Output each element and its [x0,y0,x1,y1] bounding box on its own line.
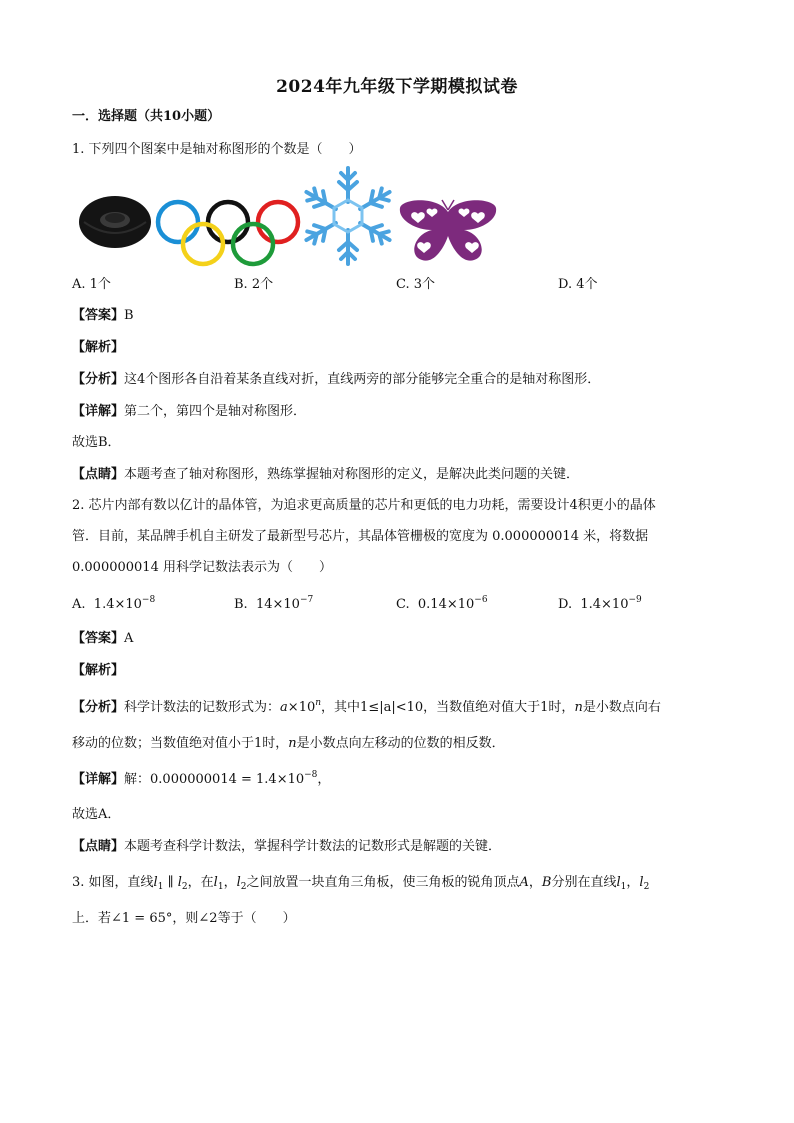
xiangjie-tag: 【详解】 [72,404,125,419]
dianjing-tag: 【点睛】 [72,839,125,854]
answer-tag: 【答案】 [72,631,125,646]
black-ring-icon [76,192,154,252]
q1-choice: 故选B． [72,435,121,450]
fenxi-tag: 【分析】 [72,700,125,715]
q1-option-a: A. 1个 [72,277,111,292]
xiangjie-text: 第二个，第四个是轴对称图形． [124,404,307,419]
q1-dianjing [72,466,579,484]
q1-fenxi [72,371,600,389]
q2-answer [72,630,133,648]
q1-option-b: B. 2个 [234,277,274,292]
answer-tag: 【答案】 [72,308,125,323]
butterfly-icon [398,198,498,264]
answer-value: A [124,631,134,646]
fenxi-tag: 【分析】 [72,372,125,387]
q2-stem-line1: 2. 芯片内部有数以亿计的晶体管，为追求更高质量的芯片和更低的电力功耗，需要设计4积更小的晶体 [72,498,656,513]
q1-analysis-tag: 【解析】 [72,340,125,355]
q2-analysis-tag: 【解析】 [72,663,125,678]
fenxi-text: 这4个图形各自沿着某条直线对折，直线两旁的部分能够完全重合的是轴对称图形． [124,372,601,387]
q2-dianjing [72,838,501,856]
xiangjie-tag: 【详解】 [72,772,125,787]
q3-stem-line2: 上．若∠1 = 65°，则∠2等于（ ） [72,911,296,926]
answer-value: B [124,308,134,323]
q3-stem-line1: 3. 如图，直线$l_1$ ∥ $l_2$，在$l_1$，$l_2$之间放置一块直角三角板，使三角板的锐角顶点A，B分别在直线$l_1$，$l_2$ [72,875,650,892]
q2-stem-line2: 管．目前，某品牌手机自主研发了最新型号芯片，其晶体管栅极的宽度为 0.000000014 米，将数据 [72,529,649,544]
q2-xiangjie: 【详解】解：$0.000000014 = 1.4\times 10^{-8}$， [72,770,331,787]
q2-option-a: A. $1.4\times 10^{-8}$ [72,595,156,612]
q1-option-d: D. 4个 [558,277,598,292]
dianjing-tag: 【点睛】 [72,467,125,482]
dianjing-text: 本题考查了轴对称图形，熟练掌握轴对称图形的定义，是解决此类问题的关键． [124,467,580,482]
q2-option-c: C. $0.14\times 10^{-6}$ [396,595,488,612]
olympic-rings-icon [154,198,304,270]
q1-option-c: C. 3个 [396,277,436,292]
q2-option-b: B. $14\times 10^{-7}$ [234,595,314,612]
q2-choice: 故选A． [72,807,121,822]
q1-stem: 1. 下列四个图案中是轴对称图形的个数是（ ） [72,142,362,157]
page-title: 2024年九年级下学期模拟试卷 [276,77,518,97]
dianjing-text: 本题考查科学计数法，掌握科学计数法的记数形式是解题的关键． [124,839,502,854]
q1-figures [72,160,502,270]
q2-fenxi-line2: 移动的位数；当数值绝对值小于1时，n是小数点向左移动的位数的相反数． [72,736,505,751]
q1-xiangjie [72,403,306,421]
snowflake-icon [300,164,396,268]
section-heading: 一．选择题（共10小题） [72,109,221,124]
q2-option-d: D. $1.4\times 10^{-9}$ [558,595,642,612]
q1-answer [72,307,134,325]
q2-stem-line3: 0.000000014 用科学记数法表示为（ ） [72,560,332,575]
q2-fenxi-line1: 【分析】科学计数法的记数形式为：$a\times 10^n$，其中1≤|a|<10，当数值绝对值大于1时，n是小数点向右 [72,698,661,715]
